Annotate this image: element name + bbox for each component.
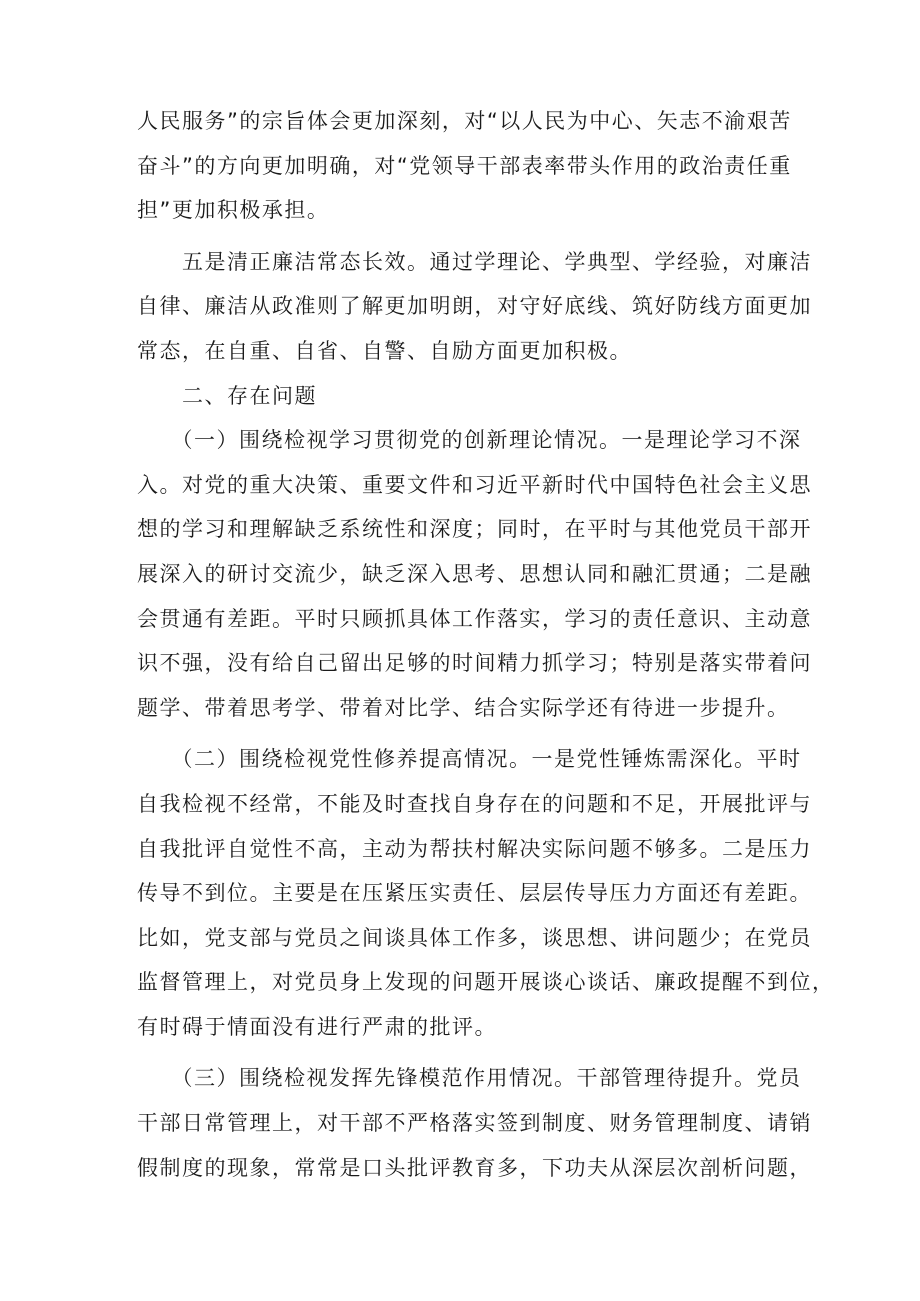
text-line: 入。对党的重大决策、重要文件和习近平新时代中国特色社会主义思 — [137, 472, 812, 497]
text-line: （一）围绕检视学习贯彻党的创新理论情况。一是理论学习不深 — [137, 428, 802, 453]
text-line: 题学、带着思考学、带着对比学、结合实际学还有待进一步提升。 — [137, 695, 790, 720]
text-line: 有时碍于情面没有进行严肃的批评。 — [137, 1014, 497, 1039]
paragraph-gap — [137, 730, 797, 737]
paragraph-gap — [137, 1049, 797, 1056]
text-line: 干部日常管理上，对干部不严格落实签到制度、财务管理制度、请销 — [137, 1111, 812, 1136]
text-line: 识不强，没有给自己留出足够的时间精力抓学习；特别是落实带着问 — [137, 651, 812, 676]
text-line: 监督管理上，对党员身上发现的问题开展谈心谈话、廉政提醒不到位， — [137, 970, 835, 995]
text-line: 担”更加积极承担。 — [137, 198, 330, 223]
text-line: 比如，党支部与党员之间谈具体工作多，谈思想、讲问题少；在党员 — [137, 925, 812, 950]
text-line: 自律、廉洁从政准则了解更加明朗，对守好底线、筑好防线方面更加 — [137, 294, 812, 319]
text-line: 传导不到位。主要是在压紧压实责任、层层传导压力方面还有差距。 — [137, 881, 812, 906]
text-line: （二）围绕检视党性修养提高情况。一是党性锤炼需深化。平时 — [137, 747, 802, 772]
document-body — [137, 99, 835, 1190]
paragraph-gap — [137, 233, 797, 240]
text-line: 展深入的研讨交流少，缺乏深入思考、思想认同和融汇贯通；二是融 — [137, 561, 812, 586]
text-line: 奋斗”的方向更加明确，对“党领导干部表率带头作用的政治责任重 — [137, 153, 792, 178]
text-line: 自我检视不经常，不能及时查找自身存在的问题和不足，开展批评与 — [137, 791, 812, 816]
text-line: 五是清正廉洁常态长效。通过学理论、学典型、学经验，对廉洁 — [137, 249, 812, 274]
text-line: （三）围绕检视发挥先锋模范作用情况。干部管理待提升。党员 — [137, 1066, 802, 1091]
text-line: 常态，在自重、自省、自警、自励方面更加积极。 — [137, 338, 632, 363]
text-line: 会贯通有差距。平时只顾抓具体工作落实，学习的责任意识、主动意 — [137, 606, 812, 631]
text-line: 想的学习和理解缺乏系统性和深度；同时，在平时与其他党员干部开 — [137, 517, 812, 542]
text-line: 自我批评自觉性不高，主动为帮扶村解决实际问题不够多。二是压力 — [137, 836, 812, 861]
text-line: 假制度的现象，常常是口头批评教育多，下功夫从深层次剖析问题， — [137, 1155, 812, 1180]
section-heading: 二、存在问题 — [137, 383, 317, 408]
text-line: 人民服务”的宗旨体会更加深刻，对“以人民为中心、矢志不渝艰苦 — [137, 109, 792, 133]
